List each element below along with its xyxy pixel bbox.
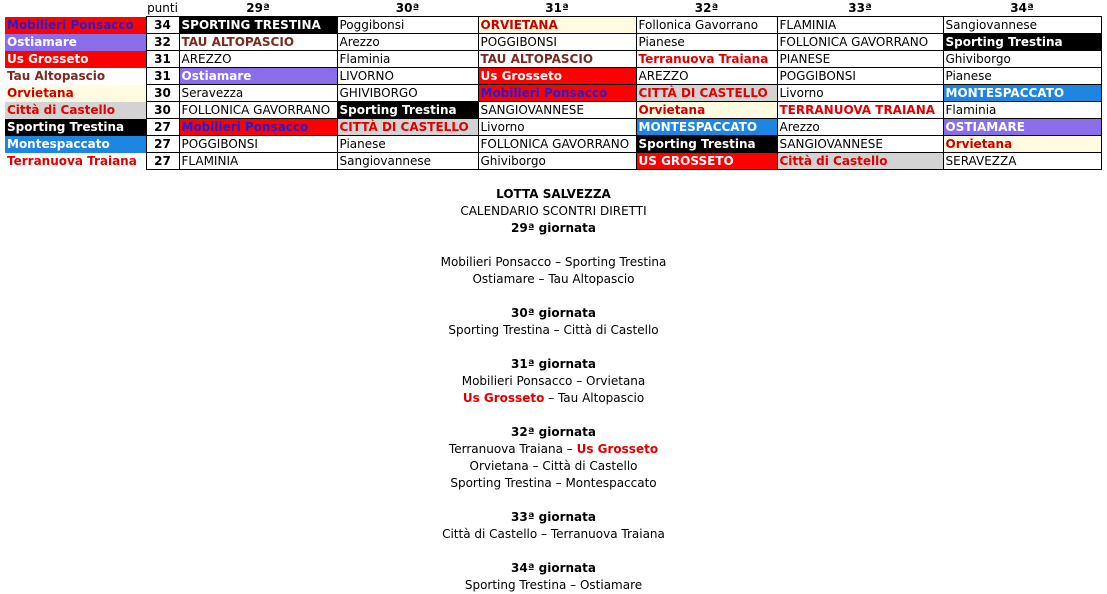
team-points: 27 [146,136,179,153]
fixture-cell: Ghiviborgo [478,153,636,170]
team-name: Città di Castello [5,102,146,119]
table-row [5,119,1101,136]
match-separator: – [562,442,577,456]
table-row [5,85,1101,102]
away-team: Città di Castello [542,459,638,473]
team-column-header [5,0,146,17]
fixture-cell: Flaminia [337,51,478,68]
home-team: Orvietana [469,459,529,473]
table-row [5,17,1101,34]
fixture-cell: SERAVEZZA [943,153,1101,170]
fixture-cell: Pianese [636,34,777,51]
match-line [0,526,1107,543]
home-team: Sporting Trestina [450,476,552,490]
fixture-cell: CITTÀ DI CASTELLO [636,85,777,102]
team-points: 27 [146,119,179,136]
fixture-cell: SANGIOVANNESE [777,136,943,153]
fixture-cell: Seravezza [179,85,337,102]
fixture-cell: FOLLONICA GAVORRANO [179,102,337,119]
team-points: 30 [146,102,179,119]
match-line [0,441,1107,458]
fixture-cell: US GROSSETO [636,153,777,170]
lotta-salvezza-section [0,186,1107,594]
fixture-cell: LIVORNO [337,68,478,85]
home-team: Us Grosseto [462,391,545,405]
match-separator: – [534,272,549,286]
team-name: Sporting Trestina [5,119,146,136]
team-points: 31 [146,51,179,68]
fixture-cell: TAU ALTOPASCIO [179,34,337,51]
home-team: Terranuova Traiana [448,442,563,456]
fixture-cell: Arezzo [777,119,943,136]
table-row [5,153,1101,170]
table-row [5,51,1101,68]
home-team: Sporting Trestina [464,578,567,592]
fixture-cell: Follonica Gavorrano [636,17,777,34]
fixture-cell: Arezzo [337,34,478,51]
away-team: Us Grosseto [576,442,659,456]
fixture-cell: SPORTING TRESTINA [179,17,337,34]
team-name: Tau Altopascio [7,69,106,83]
fixture-cell: OSTIAMARE [943,119,1101,136]
team-points: 32 [146,34,179,51]
table-row [5,34,1101,51]
spacer [0,543,1107,560]
fixture-cell: Orvietana [636,102,777,119]
match-line [0,271,1107,288]
team-name: Terranuova Traiana [7,154,137,168]
fixture-cell: PIANESE [777,51,943,68]
fixture-cell: Mobilieri Ponsacco [478,85,636,102]
round-header: 30ª [395,1,420,15]
fixture-cell: TAU ALTOPASCIO [478,51,636,68]
fixture-cell: Pianese [337,136,478,153]
fixture-cell: Mobilieri Ponsacco [179,119,337,136]
fixture-cell: Poggibonsi [337,17,478,34]
away-team: Tau Altopascio [548,272,635,286]
match-separator: – [528,459,543,473]
spacer [0,339,1107,356]
header-row [5,0,1101,17]
team-name: Us Grosseto [5,51,146,68]
match-line [0,577,1107,594]
away-team: Orvietana [586,374,646,388]
home-team: Ostiamare [472,272,535,286]
fixture-cell: Terranuova Traiana [636,51,777,68]
fixture-cell: Us Grosseto [478,68,636,85]
fixture-cell: Sangiovannese [337,153,478,170]
match-line [0,254,1107,271]
away-team: Sporting Trestina [564,255,667,269]
fixture-cell: FLAMINIA [179,153,337,170]
home-team: Mobilieri Ponsacco [461,374,573,388]
away-team: Montespaccato [565,476,657,490]
away-team: Ostiamare [579,578,643,592]
team-name: Mobilieri Ponsacco [5,17,146,34]
team-points: 31 [146,68,179,85]
team-name: Montespaccato [5,136,146,153]
fixture-cell: FOLLONICA GAVORRANO [777,34,943,51]
match-separator: – [572,374,587,388]
home-team: Sporting Trestina [448,323,550,337]
fixture-cell: POGGIBONSI [179,136,337,153]
fixture-cell: FLAMINIA [777,17,943,34]
away-team: Tau Altopascio [557,391,645,405]
match-line [0,475,1107,492]
points-header: punti [147,1,178,15]
fixture-cell: MONTESPACCATO [636,119,777,136]
match-separator: – [566,578,580,592]
away-team: Città di Castello [563,323,659,337]
table-row [5,102,1101,119]
match-separator: – [549,323,564,337]
team-points: 27 [146,153,179,170]
fixture-cell: CITTÀ DI CASTELLO [337,119,478,136]
fixture-cell: AREZZO [179,51,337,68]
fixture-cell: Sporting Trestina [636,136,777,153]
round-label: 30ª giornata [511,306,596,320]
round-label: 32ª giornata [511,425,596,439]
standings-calendar-table [5,0,1102,170]
fixture-cell: ORVIETANA [478,17,636,34]
round-label: 33ª giornata [511,510,596,524]
section-subtitle: CALENDARIO SCONTRI DIRETTI [460,204,647,218]
fixture-cell: Flaminia [943,102,1101,119]
home-team: Mobilieri Ponsacco [440,255,552,269]
match-line [0,390,1107,407]
fixture-cell: SANGIOVANNESE [478,102,636,119]
match-separator: – [551,255,565,269]
round-header: 32ª [694,1,719,15]
fixture-cell: GHIVIBORGO [337,85,478,102]
spacer [0,237,1107,254]
round-header: 29ª [246,1,270,15]
table-row [5,68,1101,85]
fixture-cell: Livorno [777,85,943,102]
fixture-cell: POGGIBONSI [777,68,943,85]
match-separator: – [544,391,558,405]
fixture-cell: Orvietana [943,136,1101,153]
round-header: 31ª [545,1,569,15]
home-team: Città di Castello [442,527,538,541]
round-header: 33ª [848,1,872,15]
team-name: Orvietana [5,85,146,102]
match-separator: – [537,527,551,541]
fixture-cell: POGGIBONSI [478,34,636,51]
fixture-cell: Sporting Trestina [943,34,1101,51]
spacer [0,407,1107,424]
match-separator: – [551,476,566,490]
round-header: 34ª [1010,1,1034,15]
fixture-cell: Livorno [478,119,636,136]
team-points: 34 [146,17,179,34]
team-name: Ostiamare [5,34,146,51]
fixture-cell: TERRANUOVA TRAIANA [777,102,943,119]
spacer [0,492,1107,509]
match-line [0,458,1107,475]
round-label: 31ª giornata [511,357,596,371]
spacer [0,288,1107,305]
away-team: Terranuova Traiana [550,527,665,541]
fixture-cell: AREZZO [636,68,777,85]
table-row [5,136,1101,153]
match-line [0,322,1107,339]
round-label: 34ª giornata [511,561,596,575]
section-title: LOTTA SALVEZZA [496,187,611,201]
fixture-cell: Città di Castello [777,153,943,170]
fixture-cell: Ostiamare [179,68,337,85]
fixture-cell: FOLLONICA GAVORRANO [478,136,636,153]
table-body [5,17,1101,170]
team-points: 30 [146,85,179,102]
fixture-cell: Sangiovannese [943,17,1101,34]
fixture-cell: Sporting Trestina [337,102,478,119]
match-line [0,373,1107,390]
fixture-cell: Pianese [943,68,1101,85]
fixture-cell: Ghiviborgo [943,51,1101,68]
rounds-list [0,220,1107,594]
round-label: 29ª giornata [511,221,596,235]
fixture-cell: MONTESPACCATO [943,85,1101,102]
